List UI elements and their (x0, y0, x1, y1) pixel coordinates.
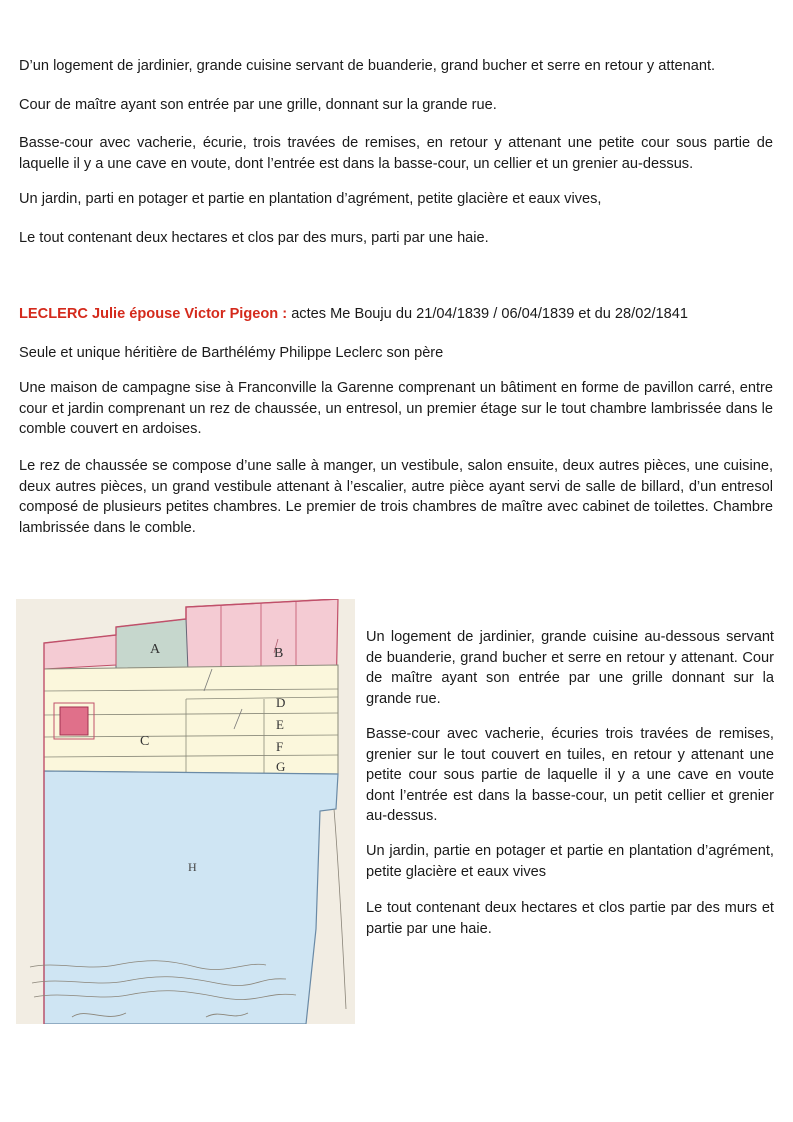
section-heading (19, 304, 773, 325)
section-paragraph-3: Le rez de chaussée se compose d’une salle à manger, un vestibule, salon ensuite, deux autres pièces, une cuisine, deux autres pièces, un grand vestibule attenant à l’escalier, autre pièce ayant servi de salle de billard, d’un entresol composé de plusieurs petites chambres. Le premier de trois chambres de maître avec cabinet de toilettes. Chambre lambrissée dans le comble. (19, 458, 773, 536)
section-paragraph-1: Seule et unique héritière de Barthélémy Philippe Leclerc son père (19, 345, 444, 361)
side-paragraph-3: Un jardin, partie en potager et partie en plantation d’agrément, petite glacière et eaux vives (366, 843, 774, 880)
plan-label-e: E (276, 717, 284, 732)
plan-label-d: D (276, 695, 286, 710)
plan-label-g: G (276, 759, 286, 774)
plan-label-h: H (188, 860, 197, 874)
side-paragraph-4: Le tout contenant deux hectares et clos partie par des murs et partie par une haie. (366, 900, 774, 937)
cadastral-plan-drawing (16, 599, 355, 1024)
intro-paragraph-1: D’un logement de jardinier, grande cuisine servant de buanderie, grand bucher et serre en retour y attenant. (19, 58, 716, 74)
plan-label-c: C (140, 734, 150, 749)
section-heading-acts: actes Me Bouju du 21/04/1839 / 06/04/1839 et du 28/02/1841 (287, 306, 688, 322)
side-paragraph-1: Un logement de jardinier, grande cuisine au-dessous servant de buanderie, grand bucher et serre en retour y attenant. Cour de maître ayant son entrée par une grille donnant sur la grande rue. (366, 629, 774, 707)
plan-label-a: A (150, 642, 161, 657)
section-heading-name: LECLERC Julie épouse Victor Pigeon : (19, 306, 288, 322)
section-paragraph-2: Une maison de campagne sise à Franconville la Garenne comprenant un bâtiment en forme de pavillon carré, entre cour et jardin comprenant un rez de chaussée, un entresol, un premier étage sur le tout chambre lambrissée dans le comble couvert en ardoises. (19, 380, 773, 437)
side-paragraph-2: Basse-cour avec vacherie, écuries trois travées de remises, grenier sur le tout couvert en tuiles, en retour y attenant une petite cour sous partie de laquelle il y a une cave en voute dont l’entrée est dans la basse-cour, un petit cellier et grenier au-dessus. (366, 726, 774, 824)
plan-label-f: F (276, 739, 284, 754)
intro-paragraph-3: Basse-cour avec vacherie, écurie, trois travées de remises, en retour y attenant une petite cour sous partie de laquelle il y a une cave en voute, dont l’entrée est dans la basse-cour, un cellier et un grenier au-dessus. (19, 135, 773, 172)
intro-paragraph-4: Un jardin, parti en potager et partie en plantation d’agrément, petite glacière et eaux vives, (19, 191, 602, 207)
intro-paragraph-2: Cour de maître ayant son entrée par une grille, donnant sur la grande rue. (19, 97, 497, 113)
intro-paragraph-5: Le tout contenant deux hectares et clos par des murs, parti par une haie. (19, 230, 489, 246)
cadastral-plan-image (16, 599, 355, 1024)
plan-label-b: B (274, 646, 284, 661)
